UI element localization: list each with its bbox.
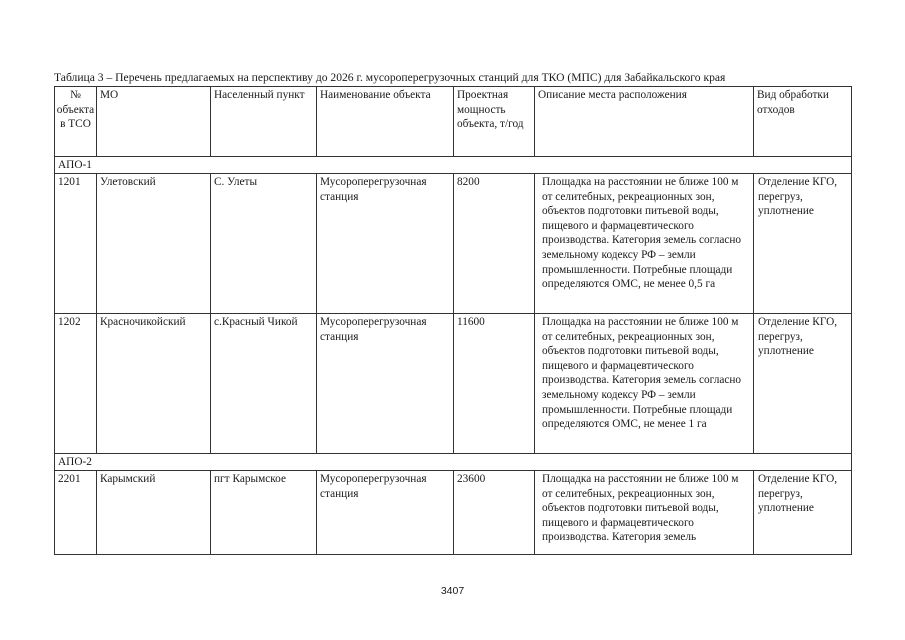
cell-name: Мусороперегрузочная станция <box>317 471 454 555</box>
group-title: АПО-1 <box>55 157 852 174</box>
cell-mo: Улетовский <box>97 174 211 314</box>
cell-capacity: 11600 <box>454 314 535 454</box>
group-row-apo2 <box>55 454 852 471</box>
stations-table <box>54 86 852 555</box>
col-header-capacity: Проектная мощность объекта, т/год <box>454 87 535 157</box>
cell-name: Мусороперегрузочная станция <box>317 314 454 454</box>
col-header-num: № объекта в ТСО <box>55 87 97 157</box>
cell-capacity: 23600 <box>454 471 535 555</box>
col-header-settlement: Населенный пункт <box>211 87 317 157</box>
cell-mo: Красночикойский <box>97 314 211 454</box>
cell-capacity: 8200 <box>454 174 535 314</box>
cell-num: 1201 <box>55 174 97 314</box>
cell-processing: Отделение КГО, перегруз, уплотнение <box>754 471 852 555</box>
cell-name: Мусороперегрузочная станция <box>317 174 454 314</box>
table-row <box>55 471 852 555</box>
cell-location: Площадка на расстоянии не ближе 100 м от селитебных, рекреационных зон, объектов подготовки питьевой воды, пищевого и фармацевтического производства. Категория земель согласно земельному кодексу РФ – земли промышленности. Потребные площади определяются ОМС, не менее 1 га <box>535 314 754 454</box>
cell-num: 2201 <box>55 471 97 555</box>
table-caption: Таблица 3 – Перечень предлагаемых на перспективу до 2026 г. мусороперегрузочных станций для ТКО (МПС) для Забайкальского края <box>54 71 726 84</box>
cell-mo: Карымский <box>97 471 211 555</box>
page-number: 3407 <box>440 585 465 597</box>
cell-settlement: С. Улеты <box>211 174 317 314</box>
cell-processing: Отделение КГО, перегруз, уплотнение <box>754 314 852 454</box>
cell-num: 1202 <box>55 314 97 454</box>
cell-location: Площадка на расстоянии не ближе 100 м от селитебных, рекреационных зон, объектов подготовки питьевой воды, пищевого и фармацевтического производства. Категория земель согласно земельному кодексу РФ – земли промышленности. Потребные площади определяются ОМС, не менее 0,5 га <box>535 174 754 314</box>
col-header-location: Описание места расположения <box>535 87 754 157</box>
table-header-row <box>55 87 852 157</box>
cell-settlement: с.Красный Чикой <box>211 314 317 454</box>
table-row <box>55 314 852 454</box>
group-title: АПО-2 <box>55 454 852 471</box>
col-header-mo: МО <box>97 87 211 157</box>
col-header-processing: Вид обработки отходов <box>754 87 852 157</box>
cell-processing: Отделение КГО, перегруз, уплотнение <box>754 174 852 314</box>
table-row <box>55 174 852 314</box>
cell-location: Площадка на расстоянии не ближе 100 м от селитебных, рекреационных зон, объектов подготовки питьевой воды, пищевого и фармацевтического производства. Категория земель <box>535 471 754 555</box>
col-header-name: Наименование объекта <box>317 87 454 157</box>
group-row-apo1 <box>55 157 852 174</box>
cell-settlement: пгт Карымское <box>211 471 317 555</box>
